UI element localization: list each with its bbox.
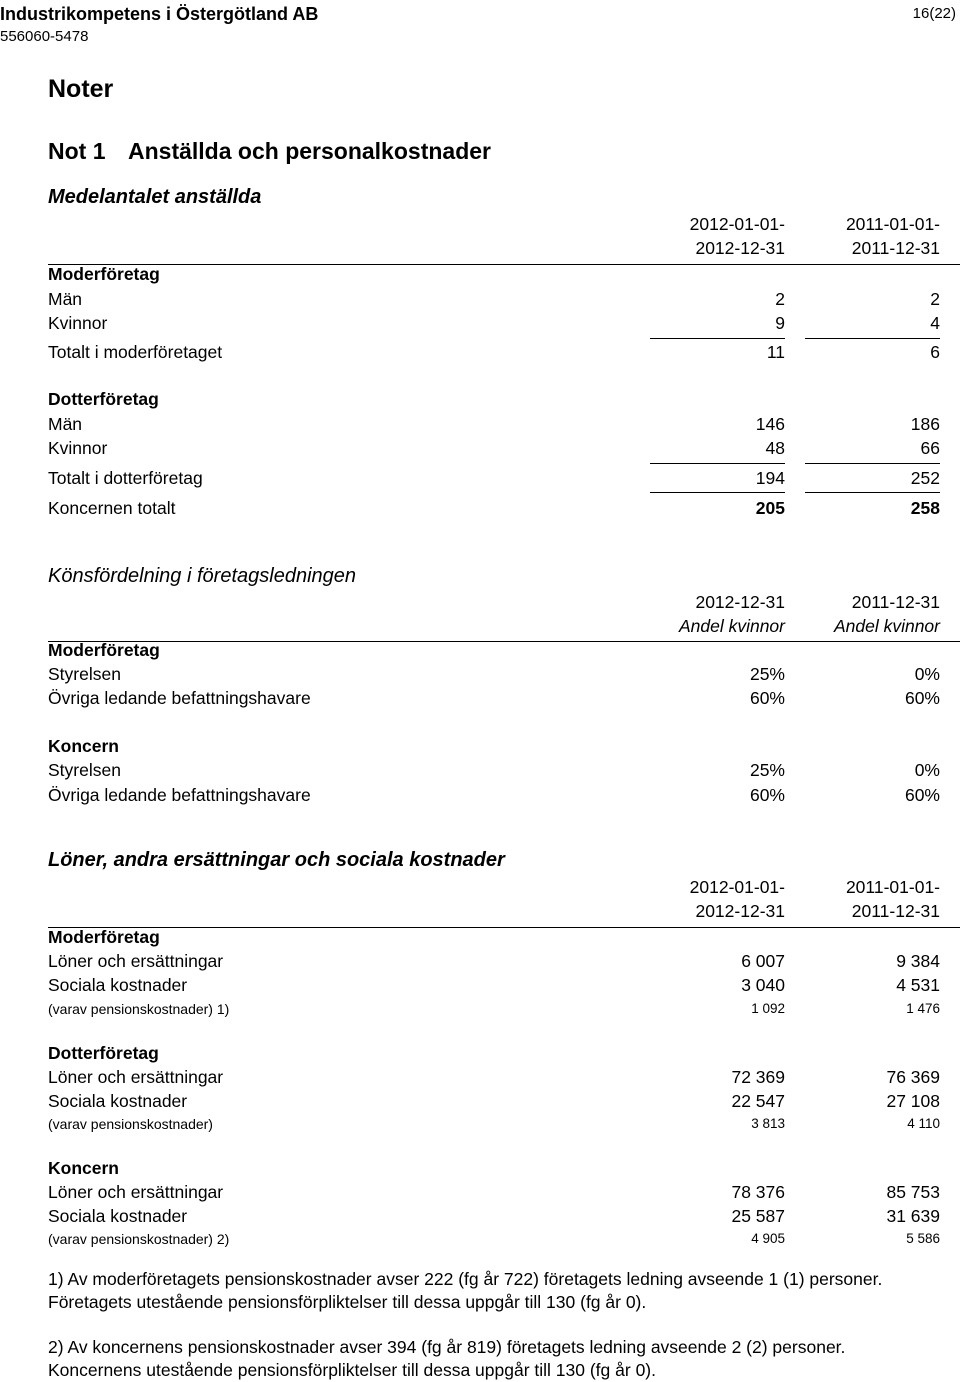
subtotal-rule (805, 338, 940, 339)
row-value-2012: 25% (749, 760, 785, 780)
total-value-2011: 252 (910, 468, 940, 488)
grand-total-value-2011: 258 (910, 498, 940, 518)
group-heading: Dotterföretag (48, 389, 159, 409)
row-label: (varav pensionskostnader) 1) (48, 1001, 230, 1017)
col-header-2011-line2: Andel kvinnor (833, 616, 940, 636)
col-header-2011-line1: 2011-12-31 (851, 592, 940, 612)
row-value-2012: 3 813 (751, 1116, 785, 1131)
company-name: Industrikompetens i Östergötland AB (0, 4, 319, 24)
row-label: Män (48, 289, 83, 309)
col-header-2012-line1: 2012-01-01- (689, 877, 785, 897)
page-title: Noter (48, 75, 114, 103)
row-label: Övriga ledande befattningshavare (48, 785, 311, 805)
row-value-2012: 25 587 (731, 1206, 785, 1226)
row-label: Löner och ersättningar (48, 951, 224, 971)
note-number: Not 1 (48, 138, 106, 164)
subtotal-rule (650, 338, 785, 339)
row-label: (varav pensionskostnader) 2) (48, 1231, 230, 1247)
divider (48, 264, 960, 265)
total-value-2011: 6 (930, 342, 940, 362)
row-label: Löner och ersättningar (48, 1067, 224, 1087)
row-value-2012: 146 (755, 414, 785, 434)
row-value-2012: 72 369 (731, 1067, 785, 1087)
row-value-2012: 60% (749, 785, 785, 805)
group-heading: Moderföretag (48, 640, 160, 660)
row-value-2012: 48 (765, 438, 785, 458)
divider (48, 927, 960, 928)
row-value-2011: 31 639 (886, 1206, 940, 1226)
col-header-2012-line2: Andel kvinnor (678, 616, 785, 636)
total-value-2012: 11 (766, 342, 785, 362)
col-header-2012-line2: 2012-12-31 (695, 238, 785, 258)
group-heading: Moderföretag (48, 264, 160, 284)
subtotal-rule (650, 463, 785, 464)
row-value-2012: 60% (749, 688, 785, 708)
row-value-2012: 9 (775, 313, 785, 333)
row-value-2012: 2 (775, 289, 785, 309)
total-label: Totalt i dotterföretag (48, 468, 203, 488)
row-value-2012: 4 905 (751, 1231, 785, 1246)
row-value-2011: 76 369 (886, 1067, 940, 1087)
row-label: Styrelsen (48, 760, 121, 780)
row-label: Sociala kostnader (48, 1091, 188, 1111)
page-number: 16(22) (912, 5, 956, 22)
subtotal-rule (805, 463, 940, 464)
group-heading: Koncern (48, 1158, 119, 1178)
total-rule (650, 492, 785, 493)
row-label: Kvinnor (48, 438, 108, 458)
group-heading: Koncern (48, 736, 119, 756)
row-label: Sociala kostnader (48, 1206, 188, 1226)
footnote-2: 2) Av koncernens pensionskostnader avser 394 (fg år 819) företagets ledning avseende 2 (2) personer. Koncernens utestående pensionsförpliktelser till dessa uppgår till 130 (fg år 0). (48, 1337, 846, 1380)
col-header-2011-line1: 2011-01-01- (845, 877, 940, 897)
grand-total-label: Koncernen totalt (48, 498, 176, 518)
row-value-2011: 4 110 (907, 1116, 940, 1131)
row-value-2011: 9 384 (896, 951, 940, 971)
total-rule (805, 492, 940, 493)
divider (48, 641, 960, 642)
row-value-2012: 3 040 (741, 975, 785, 995)
org-number: 556060-5478 (0, 28, 89, 45)
row-value-2011: 4 (930, 313, 940, 333)
grand-total-value-2012: 205 (755, 498, 785, 518)
row-label: Kvinnor (48, 313, 108, 333)
row-label: Övriga ledande befattningshavare (48, 688, 311, 708)
row-label: Löner och ersättningar (48, 1182, 224, 1202)
group-heading: Dotterföretag (48, 1043, 159, 1063)
row-value-2012: 78 376 (731, 1182, 785, 1202)
col-header-2011-line2: 2011-12-31 (851, 238, 940, 258)
row-label: Styrelsen (48, 664, 121, 684)
row-value-2011: 0% (914, 664, 940, 684)
row-value-2012: 1 092 (751, 1001, 785, 1016)
row-value-2011: 186 (910, 414, 940, 434)
row-value-2011: 4 531 (896, 975, 940, 995)
footnote-1: 1) Av moderföretagets pensionskostnader avser 222 (fg år 722) företagets ledning avseende 1 (1) personer. Företagets utestående pensionsförpliktelser till dessa uppgår till 130 (fg år 0). (48, 1269, 883, 1312)
row-value-2011: 5 586 (906, 1231, 940, 1246)
note-title: Anställda och personalkostnader (128, 138, 491, 164)
section-title-salaries: Löner, andra ersättningar och sociala kostnader (48, 849, 505, 871)
section-title-employees: Medelantalet anställda (48, 186, 262, 208)
total-label: Totalt i moderföretaget (48, 342, 223, 362)
col-header-2012-line1: 2012-12-31 (695, 592, 785, 612)
section-title-gender: Könsfördelning i företagsledningen (48, 565, 356, 587)
group-heading: Moderföretag (48, 927, 160, 947)
row-value-2011: 27 108 (886, 1091, 940, 1111)
col-header-2012-line1: 2012-01-01- (689, 214, 785, 234)
row-label: (varav pensionskostnader) (48, 1116, 213, 1132)
row-value-2011: 66 (920, 438, 940, 458)
row-value-2011: 85 753 (886, 1182, 940, 1202)
row-value-2011: 0% (914, 760, 940, 780)
row-value-2011: 2 (930, 289, 940, 309)
row-value-2011: 60% (904, 688, 940, 708)
row-value-2011: 1 476 (906, 1001, 940, 1016)
row-value-2012: 22 547 (731, 1091, 785, 1111)
row-value-2011: 60% (904, 785, 940, 805)
row-value-2012: 25% (749, 664, 785, 684)
col-header-2011-line2: 2011-12-31 (851, 901, 940, 921)
col-header-2011-line1: 2011-01-01- (845, 214, 940, 234)
row-label: Män (48, 414, 83, 434)
col-header-2012-line2: 2012-12-31 (695, 901, 785, 921)
row-label: Sociala kostnader (48, 975, 188, 995)
row-value-2012: 6 007 (741, 951, 785, 971)
total-value-2012: 194 (755, 468, 785, 488)
